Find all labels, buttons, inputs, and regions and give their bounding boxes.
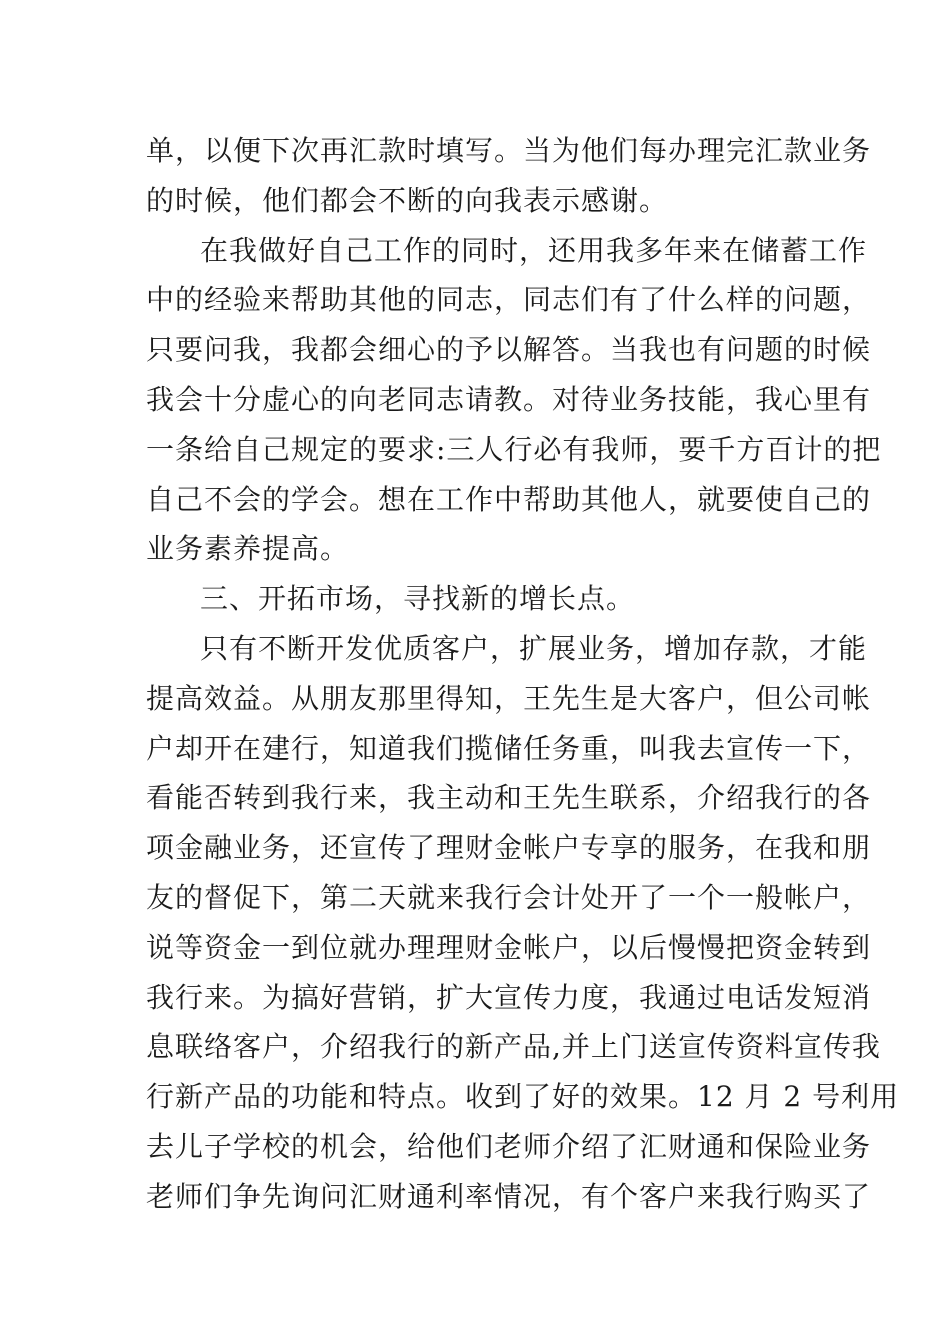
text-line: 友的督促下，第二天就来我行会计处开了一个一般帐户， [146, 880, 872, 914]
text-line: 的时候，他们都会不断的向我表示感谢。 [146, 183, 669, 217]
text-line: 自己不会的学会。想在工作中帮助其他人，就要使自己的 [146, 482, 872, 516]
text-line: 去儿子学校的机会，给他们老师介绍了汇财通和保险业务 [146, 1129, 872, 1163]
section-heading: 三、开拓市场，寻找新的增长点。 [200, 582, 636, 616]
text-line: 中的经验来帮助其他的同志，同志们有了什么样的问题， [146, 283, 872, 317]
text-line: 我行来。为搞好营销，扩大宣传力度，我通过电话发短消 [146, 980, 872, 1014]
body-text [146, 126, 900, 1222]
text-line: 在我做好自己工作的同时，还用我多年来在储蓄工作 [200, 233, 868, 267]
text-line: 户却开在建行，知道我们揽储任务重，叫我去宣传一下， [146, 731, 872, 765]
text-line: 老师们争先询问汇财通利率情况，有个客户来我行购买了 [146, 1179, 872, 1213]
text-line: 单，以便下次再汇款时填写。当为他们每办理完汇款业务 [146, 134, 872, 167]
text-line: 看能否转到我行来，我主动和王先生联系，介绍我行的各 [146, 781, 872, 815]
text-line: 只要问我，我都会细心的予以解答。当我也有问题的时候 [146, 333, 872, 367]
text-line: 行新产品的功能和特点。收到了好的效果。12 月 2 号利用 [146, 1080, 900, 1114]
text-line: 一条给自己规定的要求:三人行必有我师，要千方百计的把 [146, 432, 882, 466]
text-line: 业务素养提高。 [146, 532, 350, 566]
text-line: 项金融业务，还宣传了理财金帐户专享的服务，在我和朋 [146, 831, 872, 865]
text-line: 提高效益。从朋友那里得知，王先生是大客户，但公司帐 [146, 681, 872, 715]
text-line: 息联络客户，介绍我行的新产品,并上门送宣传资料宣传我 [146, 1030, 881, 1064]
text-line: 说等资金一到位就办理理财金帐户，以后慢慢把资金转到 [146, 930, 872, 964]
text-line: 我会十分虚心的向老同志请教。对待业务技能，我心里有 [146, 382, 872, 416]
text-line: 只有不断开发优质客户，扩展业务，增加存款，才能 [200, 631, 868, 665]
